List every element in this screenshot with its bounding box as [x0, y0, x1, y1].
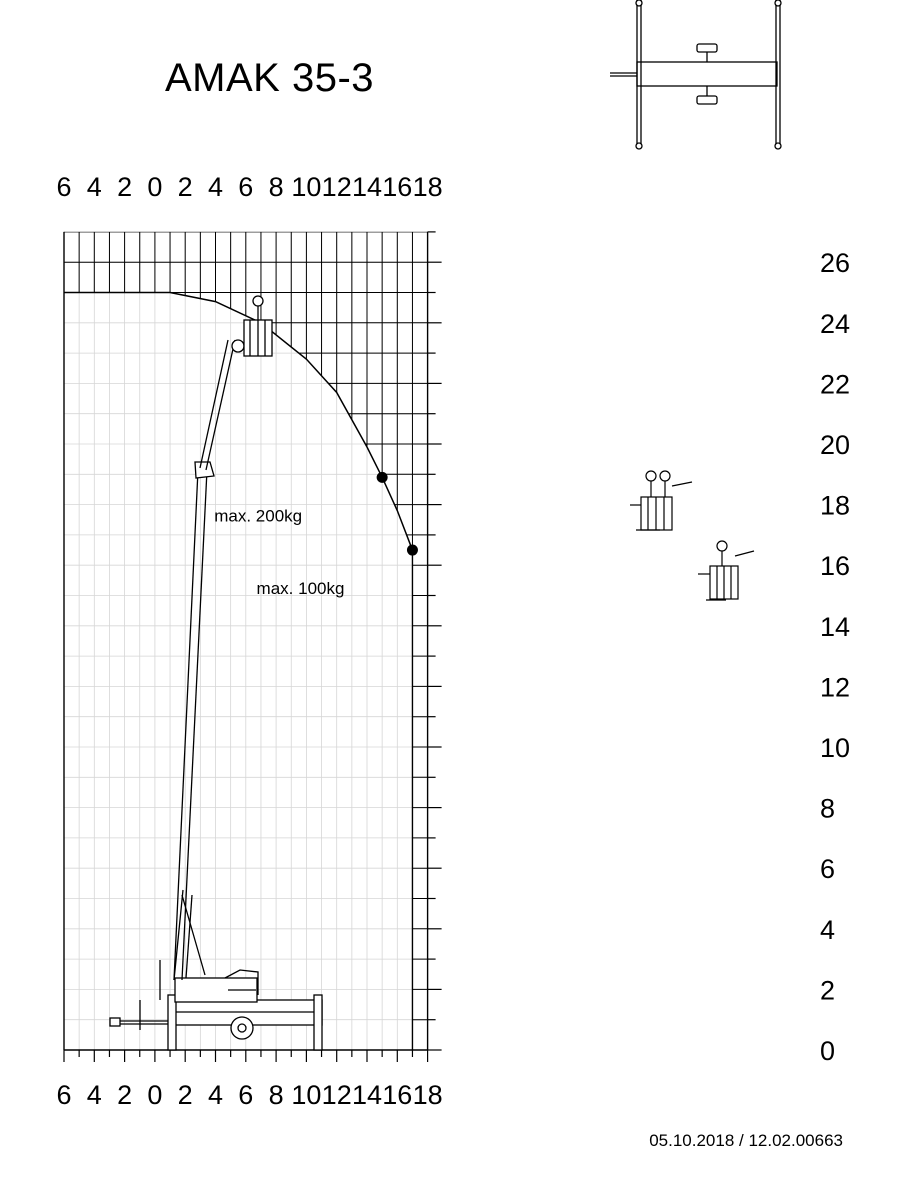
- basket-100kg-illustration: [698, 541, 754, 600]
- right-y-tick-label: 6: [820, 854, 836, 885]
- top-x-tick-label: 6: [56, 172, 72, 202]
- bottom-x-tick-label: 6: [56, 1080, 72, 1110]
- bottom-x-tick-label: 6: [238, 1080, 254, 1110]
- page-title: AMAK 35-3: [165, 56, 375, 100]
- right-y-tick-label: 24: [820, 308, 851, 339]
- right-y-tick-label: 2: [820, 975, 836, 1006]
- bottom-x-tick-label: 2: [117, 1080, 133, 1110]
- top-x-tick-label: 4: [86, 172, 102, 202]
- right-y-tick-label: 16: [820, 551, 851, 582]
- top-x-tick-label: 2: [177, 172, 193, 202]
- top-x-tick-label: 18: [412, 172, 443, 202]
- right-y-tick-label: 8: [820, 793, 836, 824]
- bottom-x-tick-label: 2: [177, 1080, 193, 1110]
- top-x-tick-label: 2: [117, 172, 133, 202]
- right-y-tick-label: 26: [820, 248, 851, 279]
- top-x-tick-label: 16: [382, 172, 413, 202]
- top-x-tick-label: 6: [238, 172, 254, 202]
- load-point-label: max. 200kg: [214, 506, 303, 526]
- load-point-label: max. 100kg: [256, 579, 345, 599]
- right-y-tick-label: 18: [820, 490, 851, 521]
- bottom-x-tick-label: 14: [351, 1080, 383, 1110]
- bottom-x-tick-label: 16: [382, 1080, 413, 1110]
- top-view-illustration: [610, 0, 781, 149]
- right-y-tick-label: 22: [820, 369, 851, 400]
- top-x-tick-label: 0: [147, 172, 163, 202]
- right-y-tick-label: 12: [820, 672, 851, 703]
- right-y-tick-label: 0: [820, 1036, 836, 1066]
- load-point-marker: [377, 472, 388, 483]
- top-x-tick-label: 4: [207, 172, 224, 202]
- bottom-x-tick-label: 12: [321, 1080, 352, 1110]
- bottom-x-tick-label: 0: [147, 1080, 163, 1110]
- bottom-x-tick-label: 10: [291, 1080, 322, 1110]
- top-x-tick-label: 8: [268, 172, 284, 202]
- basket-200kg-illustration: [630, 471, 692, 530]
- top-x-tick-label: 12: [321, 172, 352, 202]
- bottom-x-tick-label: 18: [412, 1080, 443, 1110]
- right-y-tick-label: 4: [820, 914, 836, 945]
- right-y-tick-label: 20: [820, 430, 851, 460]
- bottom-x-tick-label: 8: [268, 1080, 284, 1110]
- bottom-x-tick-label: 4: [207, 1080, 224, 1110]
- right-y-tick-label: 14: [820, 611, 851, 642]
- top-x-tick-label: 10: [291, 172, 322, 202]
- load-point-marker: [407, 545, 418, 556]
- document-date-code: 05.10.2018 / 12.02.00663: [649, 1131, 843, 1150]
- crane-illustration: [110, 296, 322, 1050]
- right-y-tick-label: 10: [820, 733, 851, 763]
- bottom-x-tick-label: 4: [86, 1080, 102, 1110]
- top-x-tick-label: 14: [351, 172, 383, 202]
